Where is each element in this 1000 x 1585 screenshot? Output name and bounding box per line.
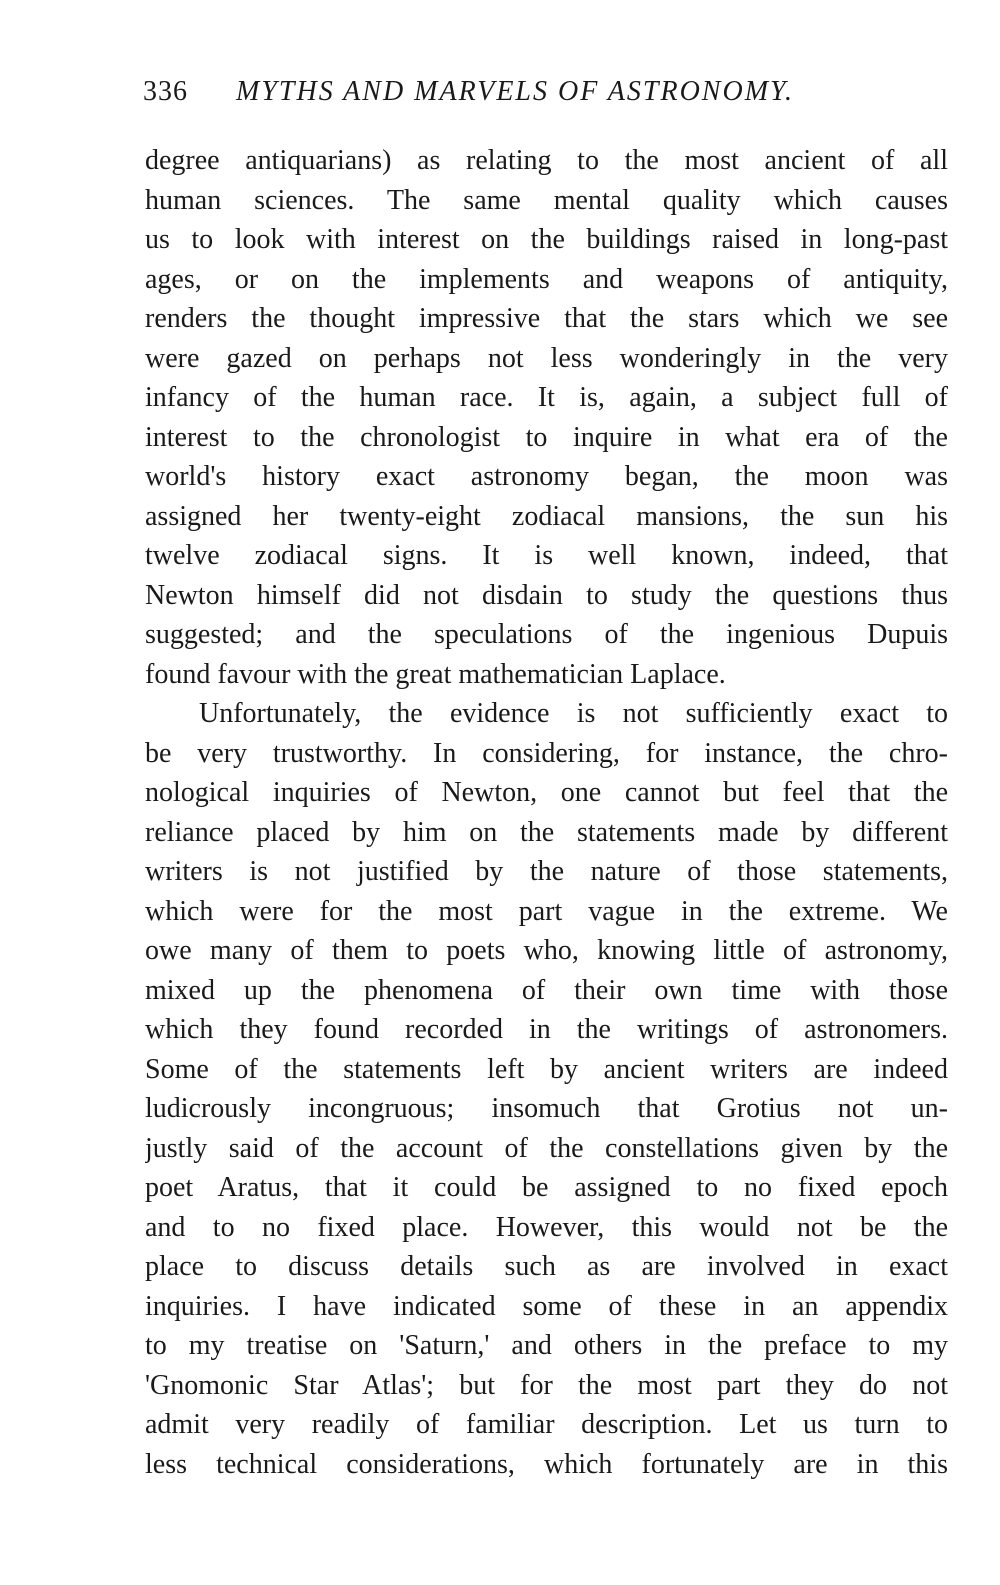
text-line: infancy of the human race. It is, again, a subject full of (145, 382, 948, 413)
text-line: ages, or on the implements and weapons of antiquity, (145, 263, 948, 295)
text-line: be very trustworthy. In considering, for instance, the chro- (145, 737, 948, 769)
text-line: admit very readily of familiar description. Let us turn to (145, 1409, 948, 1440)
text-line: and to no fixed place. However, this would not be the (145, 1211, 948, 1243)
running-head (143, 72, 953, 112)
text-line: twelve zodiacal signs. It is well known, indeed, that (145, 540, 948, 571)
text-line: renders the thought impressive that the stars which we see (145, 303, 948, 334)
text-line: writers is not justified by the nature of those statements, (145, 856, 948, 887)
body-text (145, 141, 948, 1484)
text-line: mixed up the phenomena of their own time with those (145, 974, 948, 1006)
text-line: Newton himself did not disdain to study the questions thus (145, 579, 948, 611)
text-line: reliance placed by him on the statements made by different (145, 816, 948, 848)
text-line: Some of the statements left by ancient writers are indeed (145, 1053, 948, 1085)
text-line: ludicrously incongruous; insomuch that Grotius not un- (145, 1093, 948, 1124)
text-line: us to look with interest on the buildings raised in long-past (145, 224, 948, 255)
text-line: owe many of them to poets who, knowing little of astronomy, (145, 935, 948, 966)
text-line: which they found recorded in the writings of astronomers. (145, 1014, 948, 1045)
text-line: interest to the chronologist to inquire in what era of the (145, 421, 948, 453)
paragraph-end-line: found favour with the great mathematician Laplace. (145, 658, 726, 690)
text-line: less technical considerations, which fortunately are in this (145, 1448, 948, 1480)
text-line: justly said of the account of the constellations given by the (145, 1132, 948, 1164)
text-line: nological inquiries of Newton, one cannot but feel that the (145, 777, 948, 808)
text-line: assigned her twenty-eight zodiacal mansions, the sun his (145, 500, 948, 532)
text-line: human sciences. The same mental quality which causes (145, 184, 948, 216)
page-number: 336 (143, 76, 188, 107)
running-title: MYTHS AND MARVELS OF ASTRONOMY. (236, 76, 795, 107)
text-line: degree antiquarians) as relating to the most ancient of all (145, 145, 948, 176)
text-line: place to discuss details such as are involved in exact (145, 1251, 948, 1282)
paragraph-start-line: Unfortunately, the evidence is not sufficiently exact to (199, 698, 948, 729)
text-line: inquiries. I have indicated some of these in an appendix (145, 1290, 948, 1322)
text-line: were gazed on perhaps not less wonderingly in the very (145, 342, 948, 374)
text-line: poet Aratus, that it could be assigned to no fixed epoch (145, 1172, 948, 1203)
text-line: which were for the most part vague in the extreme. We (145, 895, 948, 927)
text-line: 'Gnomonic Star Atlas'; but for the most part they do not (145, 1369, 948, 1401)
text-line: world's history exact astronomy began, the moon was (145, 461, 948, 492)
text-line: to my treatise on 'Saturn,' and others in the preface to my (145, 1330, 948, 1361)
text-line: suggested; and the speculations of the ingenious Dupuis (145, 619, 948, 650)
